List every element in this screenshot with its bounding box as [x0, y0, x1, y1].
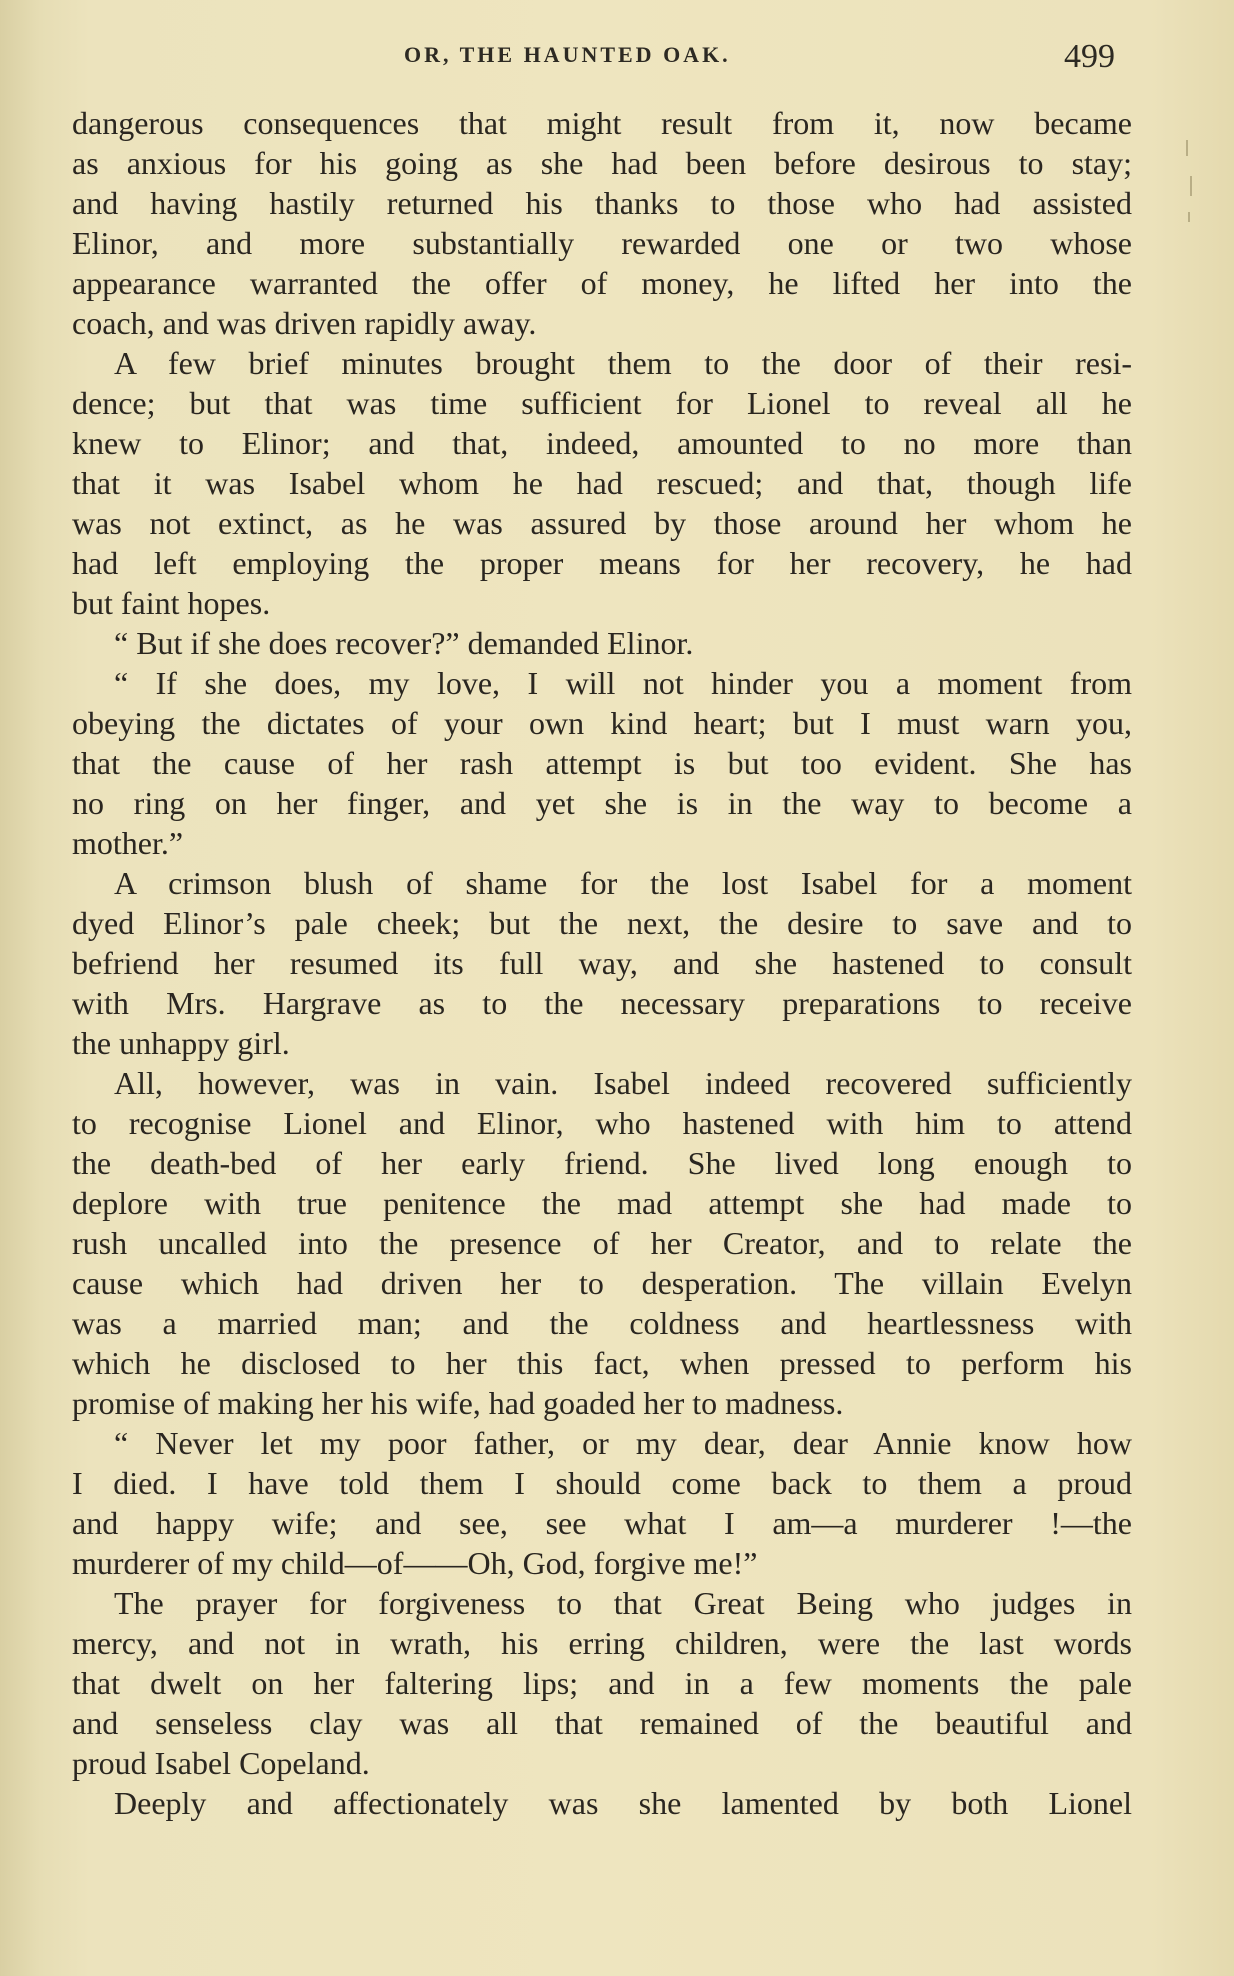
text-line: was a married man; and the coldness and heartlessness with — [72, 1305, 1132, 1341]
text-line: was not extinct, as he was assured by those around her whom he — [72, 505, 1132, 541]
text-line: that the cause of her rash attempt is but too evident. She has — [72, 745, 1132, 781]
margin-mark — [1190, 176, 1192, 196]
text-line: deplore with true penitence the mad attempt she had made to — [72, 1185, 1132, 1221]
text-line: which he disclosed to her this fact, when pressed to perform his — [72, 1345, 1132, 1381]
text-line: “ But if she does recover?” demanded Elinor. — [114, 625, 694, 661]
text-line: murderer of my child—of——Oh, God, forgive me!” — [72, 1545, 758, 1581]
text-line: had left employing the proper means for her recovery, he had — [72, 545, 1132, 581]
page-number: 499 — [1064, 38, 1115, 75]
text-line: with Mrs. Hargrave as to the necessary preparations to receive — [72, 985, 1132, 1021]
text-line: befriend her resumed its full way, and she hastened to consult — [72, 945, 1132, 981]
text-line: that it was Isabel whom he had rescued; and that, though life — [72, 465, 1132, 501]
text-line: cause which had driven her to desperation. The villain Evelyn — [72, 1265, 1132, 1301]
text-line: and senseless clay was all that remained of the beautiful and — [72, 1705, 1132, 1741]
text-line: I died. I have told them I should come back to them a proud — [72, 1465, 1132, 1501]
text-line: to recognise Lionel and Elinor, who hastened with him to attend — [72, 1105, 1132, 1141]
text-line: A few brief minutes brought them to the door of their resi- — [114, 345, 1132, 381]
body-text — [72, 103, 1132, 1823]
text-line: that dwelt on her faltering lips; and in a few moments the pale — [72, 1665, 1132, 1701]
text-line: The prayer for forgiveness to that Great Being who judges in — [114, 1585, 1132, 1621]
text-line: Elinor, and more substantially rewarded one or two whose — [72, 225, 1132, 261]
text-line: A crimson blush of shame for the lost Isabel for a moment — [114, 865, 1132, 901]
text-line: promise of making her his wife, had goaded her to madness. — [72, 1385, 844, 1421]
running-head: OR, THE HAUNTED OAK. — [404, 42, 731, 67]
text-line: and happy wife; and see, see what I am—a murderer !—the — [72, 1505, 1132, 1541]
text-line: obeying the dictates of your own kind heart; but I must warn you, — [72, 705, 1132, 741]
text-line: All, however, was in vain. Isabel indeed recovered sufficiently — [114, 1065, 1132, 1101]
text-line: dence; but that was time sufficient for Lionel to reveal all he — [72, 385, 1132, 421]
text-line: “ If she does, my love, I will not hinder you a moment from — [114, 665, 1132, 701]
text-line: dyed Elinor’s pale cheek; but the next, the desire to save and to — [72, 905, 1132, 941]
text-line: knew to Elinor; and that, indeed, amounted to no more than — [72, 425, 1132, 461]
text-line: dangerous consequences that might result from it, now became — [72, 105, 1132, 141]
text-line: as anxious for his going as she had been before desirous to stay; — [72, 145, 1132, 181]
text-line: coach, and was driven rapidly away. — [72, 305, 537, 341]
margin-mark — [1188, 212, 1190, 222]
text-line: proud Isabel Copeland. — [72, 1745, 370, 1781]
text-line: mercy, and not in wrath, his erring children, were the last words — [72, 1625, 1132, 1661]
text-line: the unhappy girl. — [72, 1025, 290, 1061]
text-line: and having hastily returned his thanks to those who had assisted — [72, 185, 1132, 221]
text-line: but faint hopes. — [72, 585, 271, 621]
text-line: Deeply and affectionately was she lamented by both Lionel — [114, 1785, 1132, 1821]
text-line: “ Never let my poor father, or my dear, dear Annie know how — [114, 1425, 1132, 1461]
text-line: no ring on her finger, and yet she is in the way to become a — [72, 785, 1132, 821]
text-line: mother.” — [72, 825, 184, 861]
text-line: rush uncalled into the presence of her Creator, and to relate the — [72, 1225, 1132, 1261]
text-line: the death-bed of her early friend. She lived long enough to — [72, 1145, 1132, 1181]
text-line: appearance warranted the offer of money, he lifted her into the — [72, 265, 1132, 301]
margin-mark — [1186, 140, 1188, 156]
